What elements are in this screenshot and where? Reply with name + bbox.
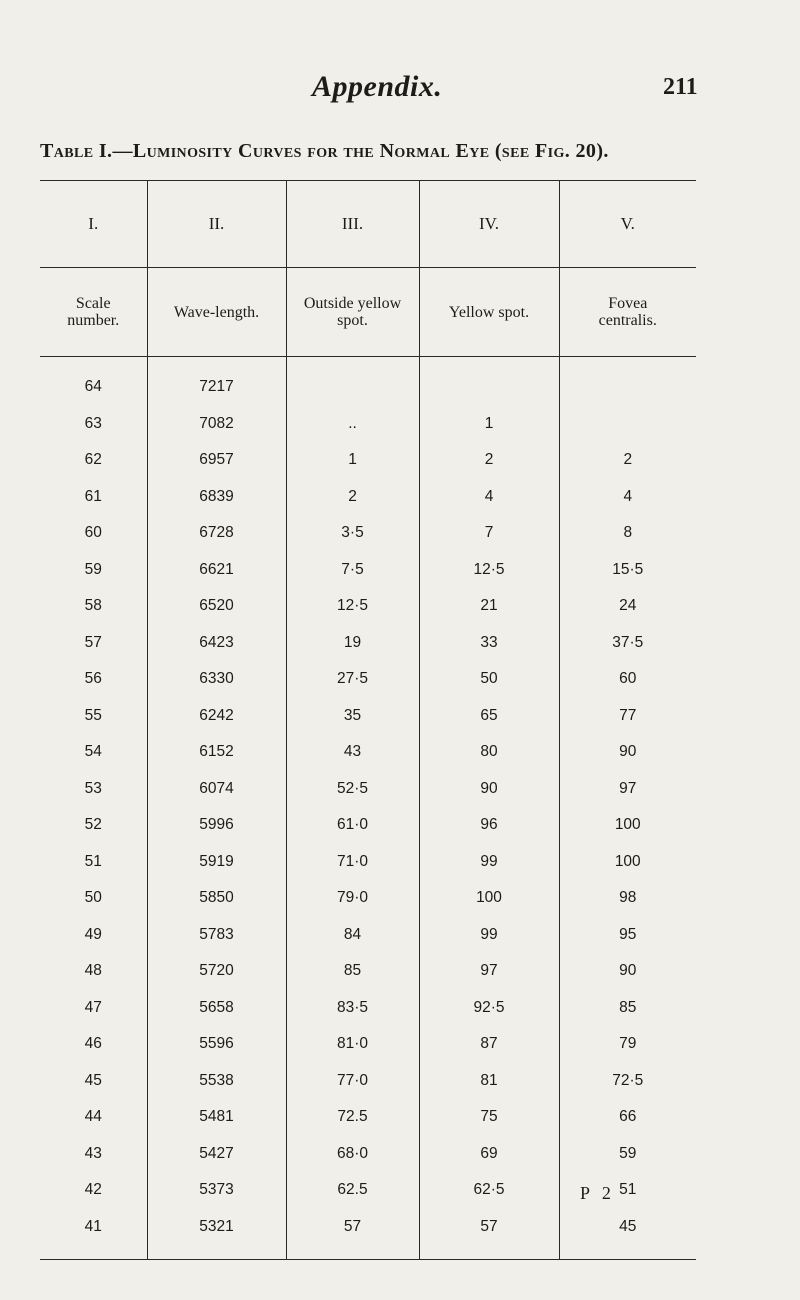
running-title: Appendix.: [312, 70, 443, 103]
table-row: [40, 698, 696, 735]
table-cell: 63: [84, 414, 102, 432]
column-header-text: Scale number.: [67, 295, 120, 329]
table-cell: [559, 369, 696, 406]
table-cell: 7: [419, 515, 559, 552]
table-cell: 100: [559, 844, 696, 881]
table-cell: 5783: [147, 917, 286, 954]
table-cell: 55: [84, 706, 102, 724]
table-cell: 98: [559, 880, 696, 917]
table-cell: 58: [84, 597, 102, 615]
table-cell: 15·5: [559, 552, 696, 589]
table-cell: 100: [559, 807, 696, 844]
table-row: [40, 1209, 696, 1246]
table-cell: 42: [84, 1181, 102, 1199]
table-row: [40, 1026, 696, 1063]
table-cell: 5919: [147, 844, 286, 881]
table-cell: 12·5: [286, 588, 419, 625]
table-cell: 37·5: [559, 625, 696, 662]
table-cell: 6621: [147, 552, 286, 589]
table-cell: 87: [419, 1026, 559, 1063]
column-header-text: Wave-length.: [173, 303, 260, 321]
table-cell: 61·0: [286, 807, 419, 844]
table-cell: 57: [84, 633, 102, 651]
column-header-text: Yellow spot.: [448, 303, 530, 321]
column-header-row: [40, 268, 696, 357]
page-number: 211: [663, 74, 698, 100]
table-cell: 45: [84, 1071, 102, 1089]
table-row: [40, 1136, 696, 1173]
table-row: [40, 661, 696, 698]
table-cell: 3·5: [286, 515, 419, 552]
table-cell: 2: [559, 442, 696, 479]
table-cell: 2: [419, 442, 559, 479]
luminosity-table: [40, 180, 696, 1260]
roman-header-1: I.: [40, 181, 147, 268]
table-cell: 4: [559, 479, 696, 516]
table-cell: 43: [286, 734, 419, 771]
table-cell: 90: [419, 771, 559, 808]
table-cell: 5481: [147, 1099, 286, 1136]
table-cell: 75: [419, 1099, 559, 1136]
table-caption: Table I.—Luminosity Curves for the Normal Eye (see Fig. 20).: [40, 140, 609, 162]
table-cell: 27·5: [286, 661, 419, 698]
table-cell: 85: [286, 953, 419, 990]
table-cell: 71·0: [286, 844, 419, 881]
table-cell: [559, 406, 696, 443]
table-cell: 33: [419, 625, 559, 662]
table-row: [40, 844, 696, 881]
table-cell: 5996: [147, 807, 286, 844]
roman-header-3: III.: [286, 181, 419, 268]
table-cell: 47: [84, 998, 102, 1016]
table-cell: 45: [559, 1209, 696, 1246]
table-cell: 5538: [147, 1063, 286, 1100]
table-cell: 85: [559, 990, 696, 1027]
table-cell: 77·0: [286, 1063, 419, 1100]
page-header: [0, 70, 800, 110]
table-cell: 69: [419, 1136, 559, 1173]
table-cell: 62·5: [419, 1172, 559, 1209]
table-cell: 68·0: [286, 1136, 419, 1173]
table-cell: 4: [419, 479, 559, 516]
table-cell: 61: [84, 487, 102, 505]
column-header-text: Fovea centralis.: [598, 295, 657, 329]
table-cell: 6330: [147, 661, 286, 698]
table-cell: 97: [419, 953, 559, 990]
column-header-wave-length: [147, 268, 286, 357]
table-cell: 59: [84, 560, 102, 578]
table-row: [40, 880, 696, 917]
table-cell: 43: [84, 1144, 102, 1162]
table-row: [40, 953, 696, 990]
table-cell: 59: [559, 1136, 696, 1173]
table-row: [40, 442, 696, 479]
table-cell: 100: [419, 880, 559, 917]
table-cell: 6074: [147, 771, 286, 808]
table-cell: 60: [559, 661, 696, 698]
table-cell: 5596: [147, 1026, 286, 1063]
table-cell: 6957: [147, 442, 286, 479]
signature-mark: P 2: [580, 1183, 615, 1203]
table-cell: 72·5: [559, 1063, 696, 1100]
table-cell: 65: [419, 698, 559, 735]
table-cell: 24: [559, 588, 696, 625]
table-cell: 6839: [147, 479, 286, 516]
table-row: [40, 625, 696, 662]
table-body: [40, 357, 696, 1260]
table-cell: 96: [419, 807, 559, 844]
table-cell: 5658: [147, 990, 286, 1027]
table-row: [40, 552, 696, 589]
table-cell: 83·5: [286, 990, 419, 1027]
table-cell: 52: [84, 816, 102, 834]
table-cell: 79·0: [286, 880, 419, 917]
table-cell: 84: [286, 917, 419, 954]
table-cell: 2: [286, 479, 419, 516]
table-cell: 7·5: [286, 552, 419, 589]
table-cell: 62.5: [286, 1172, 419, 1209]
table-cell: 41: [84, 1217, 102, 1235]
table-cell: 49: [84, 925, 102, 943]
table-cell: 1: [419, 406, 559, 443]
roman-header-2: II.: [147, 181, 286, 268]
table-cell: 64: [84, 378, 102, 396]
roman-header-4: IV.: [419, 181, 559, 268]
table-cell: 57: [286, 1209, 419, 1246]
column-header-fovea-centralis: [559, 268, 696, 357]
table-cell: 6152: [147, 734, 286, 771]
table-row: [40, 771, 696, 808]
table-cell: 80: [419, 734, 559, 771]
table-row: [40, 734, 696, 771]
table-cell: 7082: [147, 406, 286, 443]
table-cell: 6728: [147, 515, 286, 552]
spacer-row: [40, 357, 696, 370]
table-cell: 6423: [147, 625, 286, 662]
table-row: [40, 588, 696, 625]
table-cell: 53: [84, 779, 102, 797]
table-row: [40, 807, 696, 844]
table-bottom-rule: [40, 1245, 696, 1260]
table-cell: 1: [286, 442, 419, 479]
table-cell: 12·5: [419, 552, 559, 589]
roman-header-row: [40, 181, 696, 268]
column-header-outside-yellow-spot: [286, 268, 419, 357]
table-cell: 56: [84, 670, 102, 688]
table-cell: 51: [559, 1172, 696, 1209]
table-cell: [286, 369, 419, 406]
table-cell: 8: [559, 515, 696, 552]
table-cell: 72.5: [286, 1099, 419, 1136]
table-cell: 79: [559, 1026, 696, 1063]
table-cell: 52·5: [286, 771, 419, 808]
table-cell: 92·5: [419, 990, 559, 1027]
table-cell: 5427: [147, 1136, 286, 1173]
table-cell: 7217: [147, 369, 286, 406]
table-cell: 5850: [147, 880, 286, 917]
table-cell: 60: [84, 524, 102, 542]
table-cell: 48: [84, 962, 102, 980]
table-cell: 21: [419, 588, 559, 625]
table-row: [40, 515, 696, 552]
table-cell: 19: [286, 625, 419, 662]
table-cell: 44: [84, 1108, 102, 1126]
table-row: [40, 479, 696, 516]
table-cell: 50: [419, 661, 559, 698]
table-cell: 57: [419, 1209, 559, 1246]
table-cell: 90: [559, 734, 696, 771]
table-row: [40, 990, 696, 1027]
table-cell: 50: [84, 889, 102, 907]
table-cell: 90: [559, 953, 696, 990]
table-row: [40, 1099, 696, 1136]
column-header-scale-number: [40, 268, 147, 357]
table-cell: 6242: [147, 698, 286, 735]
table-cell: ..: [286, 406, 419, 443]
table-cell: 97: [559, 771, 696, 808]
table-row: [40, 917, 696, 954]
table-cell: 62: [84, 451, 102, 469]
table-cell: 6520: [147, 588, 286, 625]
table-cell: 81: [419, 1063, 559, 1100]
table-cell: 81·0: [286, 1026, 419, 1063]
table-cell: 95: [559, 917, 696, 954]
table-cell: 51: [84, 852, 102, 870]
table-row: [40, 369, 696, 406]
roman-header-5: V.: [559, 181, 696, 268]
table-cell: 5720: [147, 953, 286, 990]
table-cell: 46: [84, 1035, 102, 1053]
column-header-yellow-spot: [419, 268, 559, 357]
table-cell: [419, 369, 559, 406]
table-row: [40, 1063, 696, 1100]
table-cell: 54: [84, 743, 102, 761]
table-cell: 99: [419, 917, 559, 954]
table-cell: 35: [286, 698, 419, 735]
table-row: [40, 406, 696, 443]
table-cell: 99: [419, 844, 559, 881]
table-cell: 77: [559, 698, 696, 735]
column-header-text: Outside yellow spot.: [303, 295, 402, 329]
table-cell: 66: [559, 1099, 696, 1136]
table-cell: 5373: [147, 1172, 286, 1209]
table-cell: 5321: [147, 1209, 286, 1246]
